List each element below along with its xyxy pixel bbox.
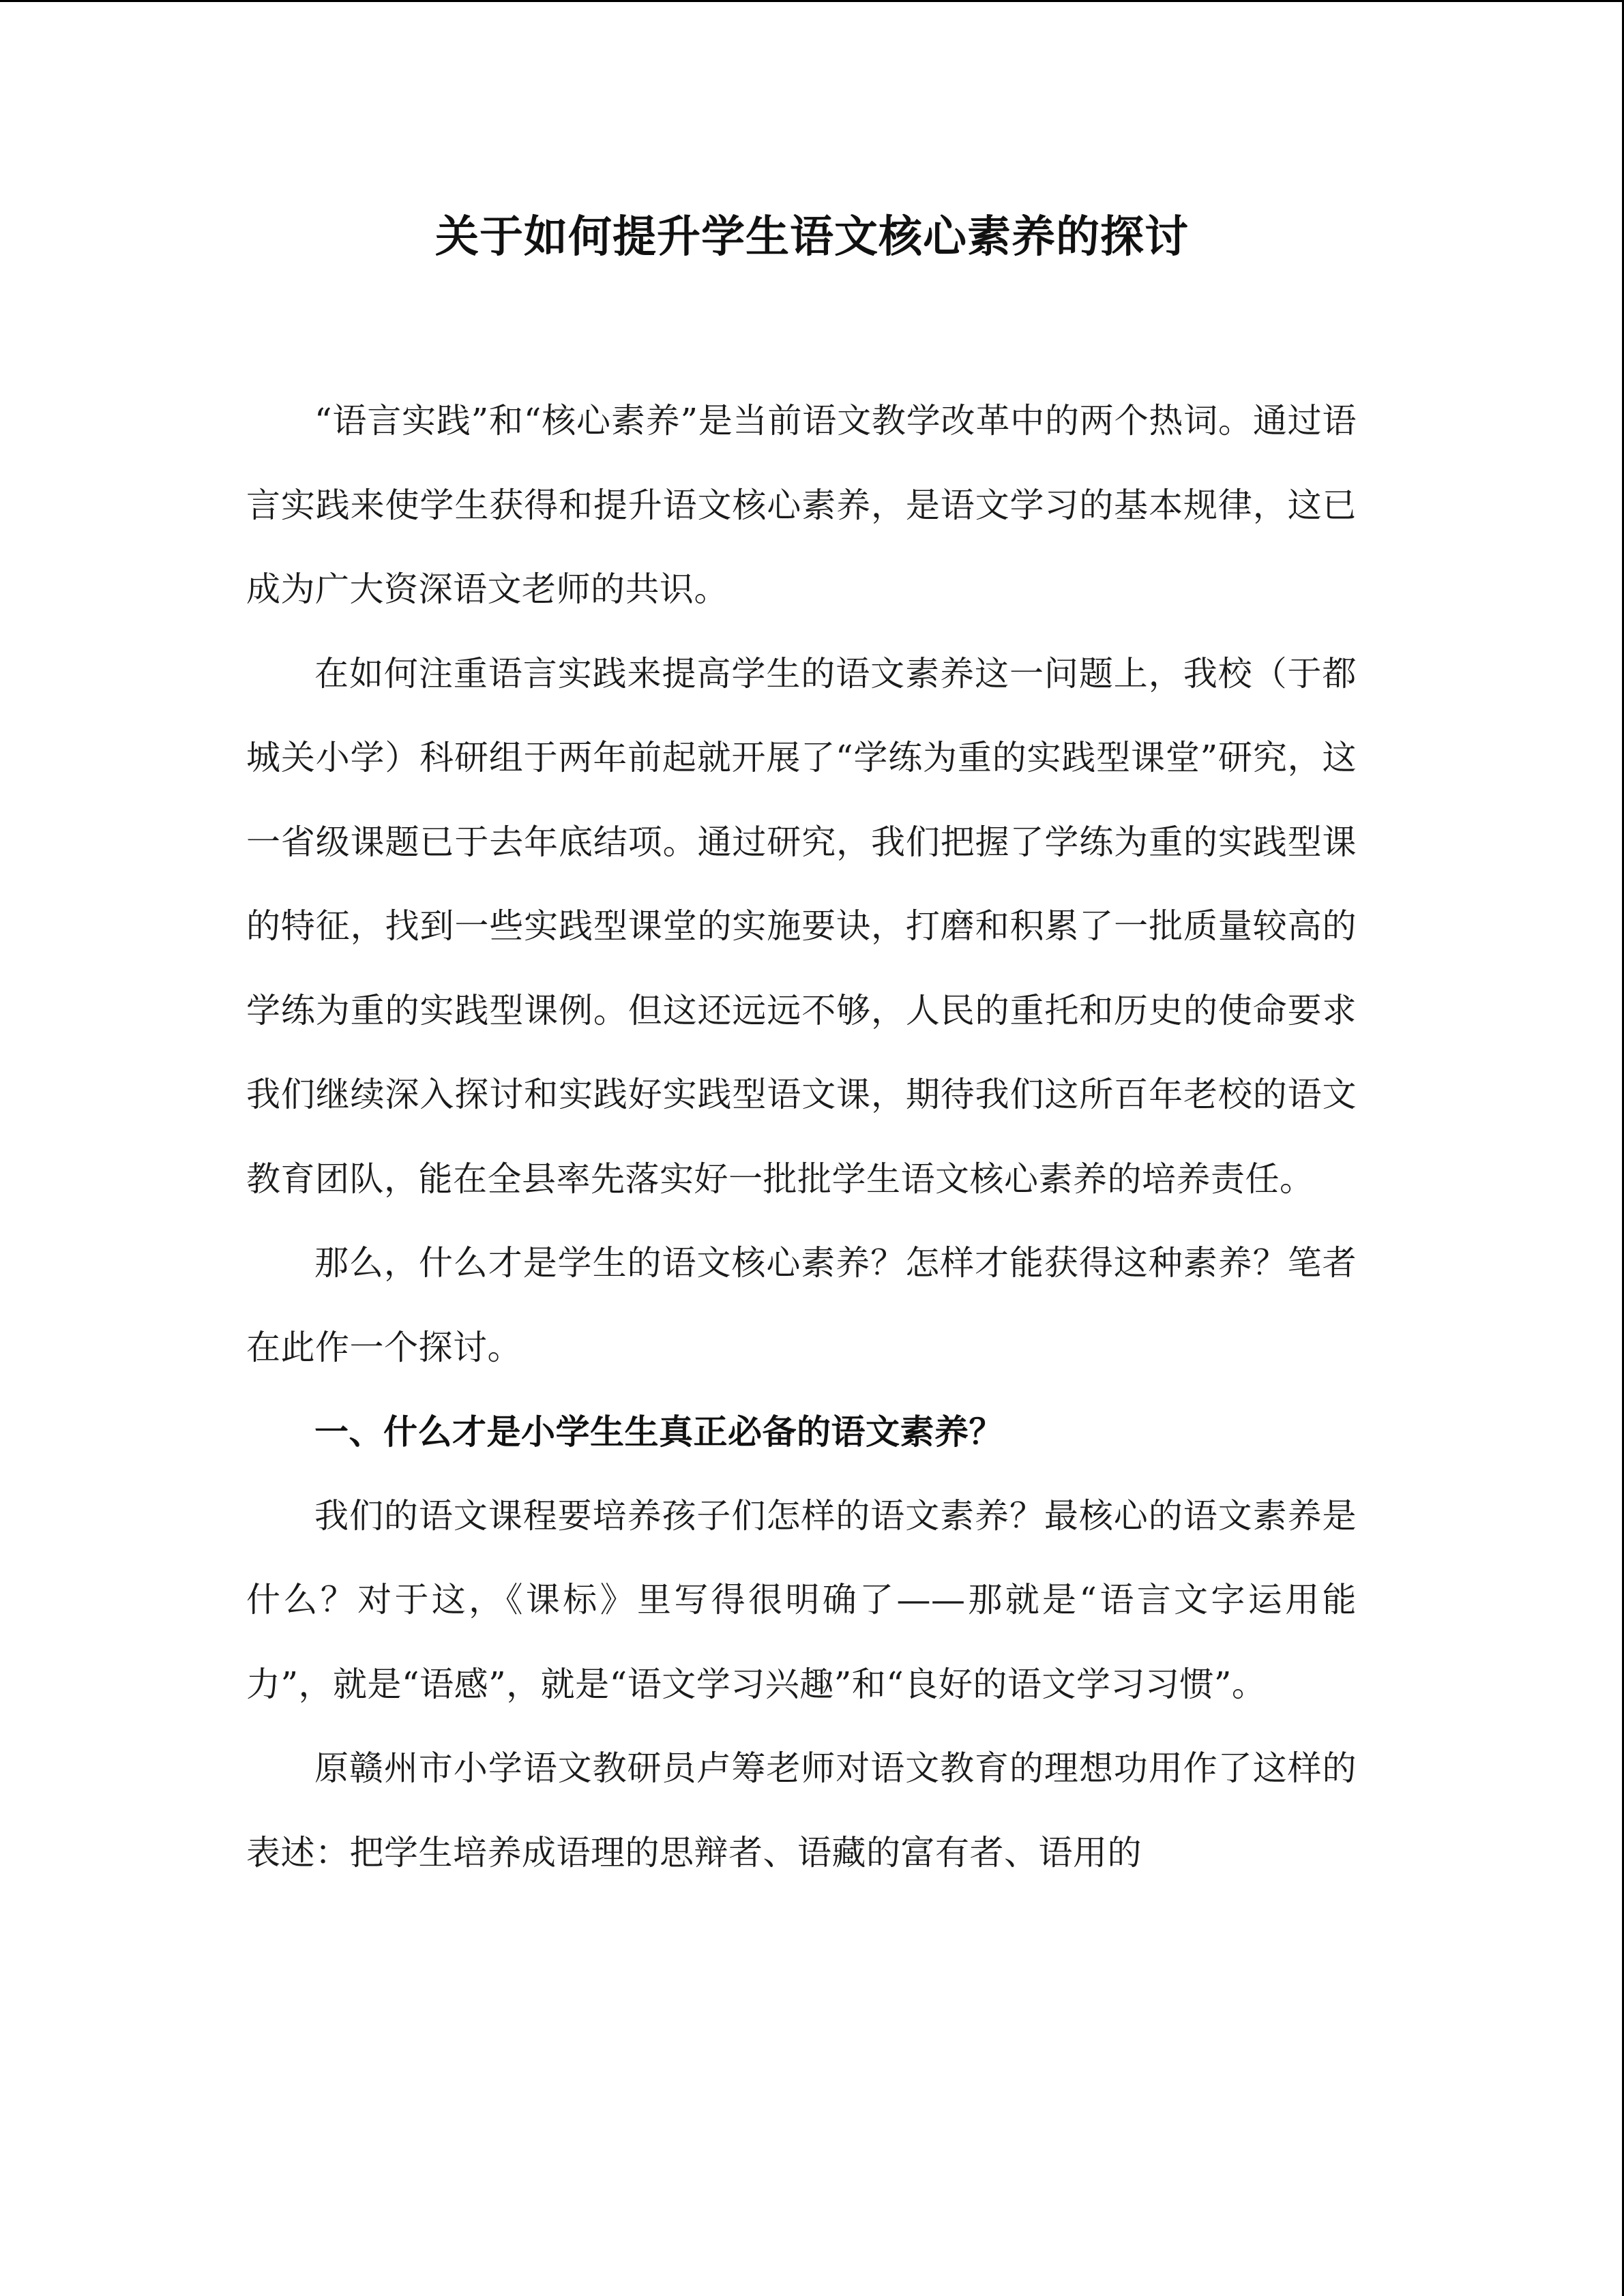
document-title: 关于如何提升学生语文核心素养的探讨	[435, 211, 1189, 263]
section-heading-1: 一、什么才是小学生生真正必备的语文素养？	[314, 1412, 1003, 1452]
paragraph-curriculum: 我们的语文课程要培养孩子们怎样的语文素养？最核心的语文素养是什么？对于这，《课标》里写得很明确了——那就是“语言文字运用能力”，就是“语感”，就是“语文学习兴趣”和“良好的语文学习习惯”。	[246, 1495, 1357, 1704]
paragraph-lu-chou: 原赣州市小学语文教研员卢筹老师对语文教育的理想功用作了这样的表述：把学生培养成语理的思辩者、语藏的富有者、语用的	[246, 1748, 1357, 1873]
document-body	[246, 379, 1357, 1895]
paragraph-question: 那么，什么才是学生的语文核心素养？怎样才能获得这种素养？笔者在此作一个探讨。	[246, 1243, 1357, 1367]
paragraph-research: 在如何注重语言实践来提高学生的语文素养这一问题上，我校（于都城关小学）科研组于两年前起就开展了“学练为重的实践型课堂”研究，这一省级课题已于去年底结项。通过研究，我们把握了学练为重的实践型课的特征，找到一些实践型课堂的实施要诀，打磨和积累了一批质量较高的学练为重的实践型课例。但这还远远不够，人民的重托和历史的使命要求我们继续深入探讨和实践好实践型语文课，期待我们这所百年老校的语文教育团队，能在全县率先落实好一批批学生语文核心素养的培养责任。	[246, 653, 1357, 1199]
paragraph-intro: “语言实践”和“核心素养”是当前语文教学改革中的两个热词。通过语言实践来使学生获得和提升语文核心素养，是语文学习的基本规律，这已成为广大资深语文老师的共识。	[246, 401, 1357, 609]
